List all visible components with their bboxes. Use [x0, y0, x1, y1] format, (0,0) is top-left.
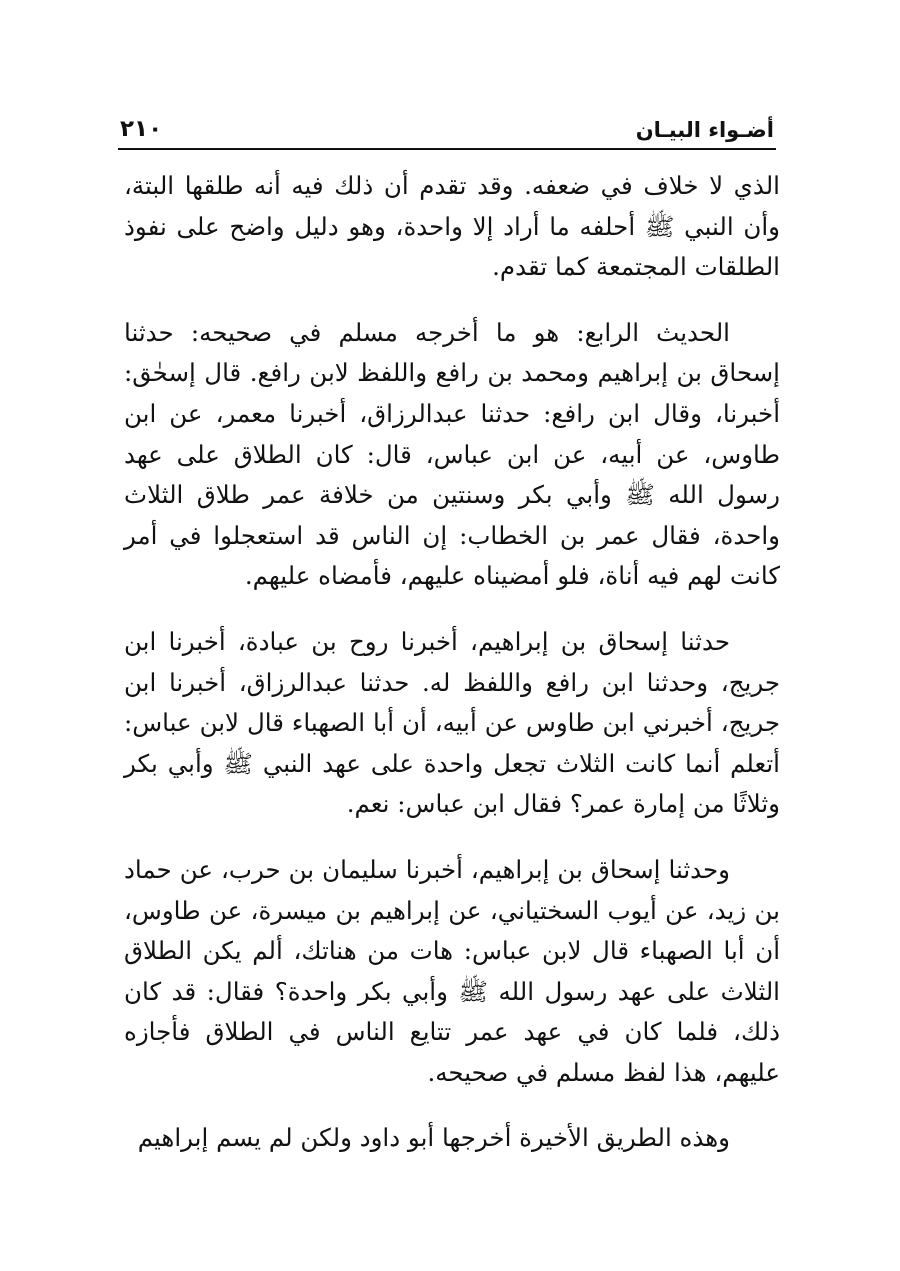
page-header: [118, 104, 776, 150]
page-body: [124, 166, 780, 1184]
paragraph-1: الذي لا خلاف في ضعفه. وقد تقدم أن ذلك فيه أنه طلقها البتة، وأن النبي ﷺ أحلفه ما أراد إلا واحدة، وهو دليل واضح على نفوذ الطلقات المجتمعة كما تقدم.: [124, 171, 780, 282]
running-title: أضـواء البيـان: [635, 118, 774, 142]
paragraph-4: وحدثنا إسحاق بن إبراهيم، أخبرنا سليمان بن حرب، عن حماد بن زيد، عن أيوب السختياني، عن إبراهيم بن ميسرة، عن طاوس، أن أبا الصهباء قال لابن عباس: هات من هناتك، ألم يكن الطلاق الثلاث على عهد رسول الله ﷺ وأبي بكر واحدة؟ فقال: قد كان ذلك، فلما كان في عهد عمر تتايع الناس في الطلاق فأجازه عليهم، هذا لفظ مسلم في صحيحه.: [124, 854, 780, 1087]
page-number: ٢١٠: [120, 116, 163, 142]
paragraph-5: وهذه الطريق الأخيرة أخرجها أبو داود ولكن لم يسم إبراهيم: [137, 1123, 730, 1153]
paragraph-3: حدثنا إسحاق بن إبراهيم، أخبرنا روح بن عبادة، أخبرنا ابن جريج، وحدثنا ابن رافع واللفظ له. حدثنا عبدالرزاق، أخبرنا ابن جريج، أخبرني ابن طاوس عن أبيه، أن أبا الصهباء قال لابن عباس: أتعلم أنما كانت الثلاث تجعل واحدة على عهد النبي ﷺ وأبي بكر وثلاثًا من إمارة عمر؟ فقال ابن عباس: نعم.: [124, 626, 780, 819]
paragraph-2: الحديث الرابع: هو ما أخرجه مسلم في صحيحه: حدثنا إسحاق بن إبراهيم ومحمد بن رافع واللفظ لابن رافع. قال إسحٰق: أخبرنا، وقال ابن رافع: حدثنا عبدالرزاق، أخبرنا معمر، عن ابن طاوس، عن أبيه، عن ابن عباس، قال: كان الطلاق على عهد رسول الله ﷺ وأبي بكر وسنتين من خلافة عمر طلاق الثلاث واحدة، فقال عمر بن الخطاب: إن الناس قد استعجلوا في أمر كانت لهم فيه أناة، فلو أمضيناه عليهم، فأمضاه عليهم.: [124, 317, 780, 591]
